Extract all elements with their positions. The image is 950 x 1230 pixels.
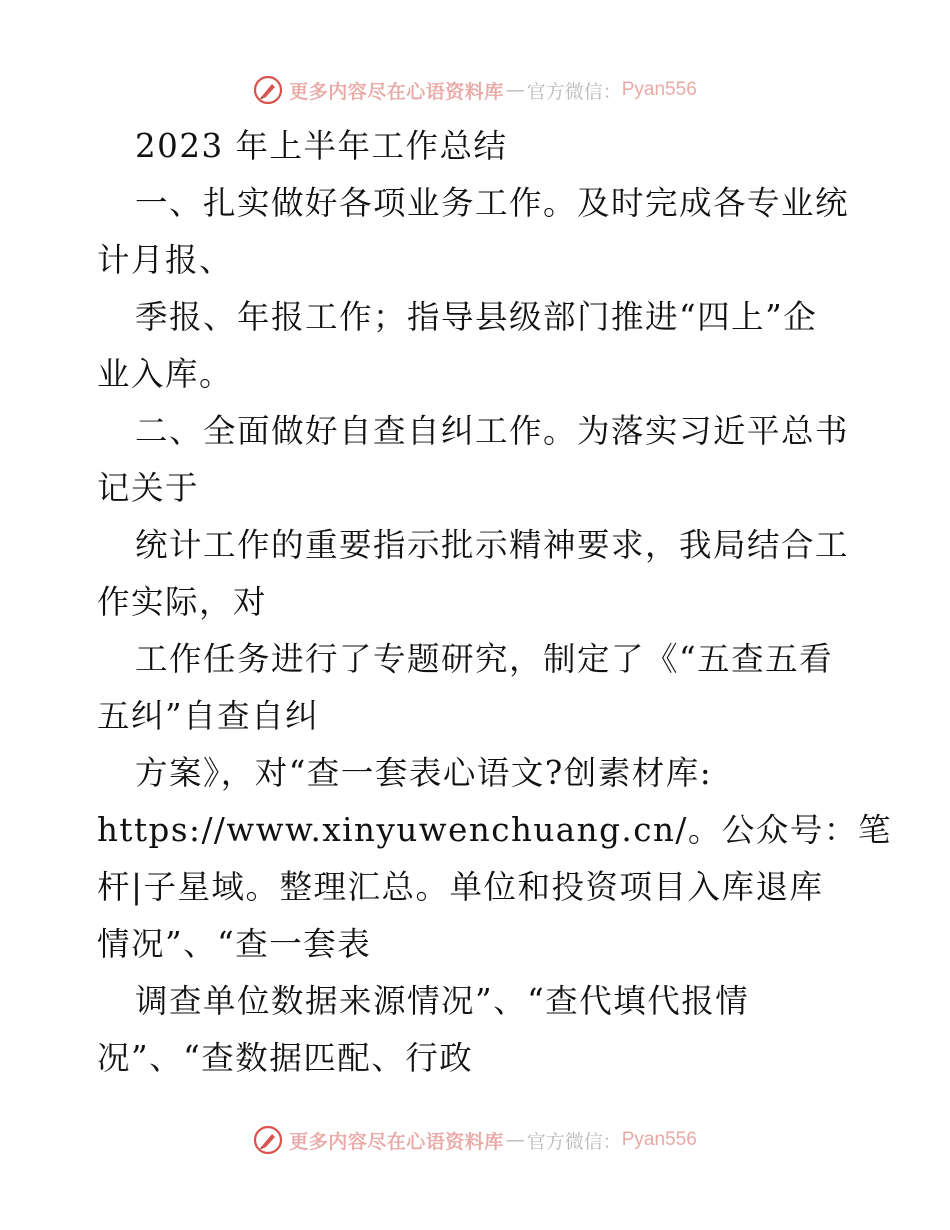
footer-watermark-banner [0, 1120, 950, 1160]
paragraph-line: 方案》，对“查一套表心语文?创素材库: [135, 754, 713, 792]
paragraph-line: 情况”、“查一套表 [97, 925, 372, 963]
banner-dash: — [505, 79, 525, 101]
banner-brand-text: 更多内容尽在心语资料库 [289, 1130, 504, 1153]
paragraph-line: https://www.xinyuwenchuang.cn/。公众号：笔 [97, 811, 892, 849]
document-body [97, 118, 892, 1087]
pen-nib-logo-icon [253, 75, 283, 105]
header-watermark-banner [0, 70, 950, 110]
paragraph-line: 计月报、 [97, 241, 234, 279]
banner-wechat-handle: Pyan556 [621, 79, 697, 100]
paragraph-line: 一、扎实做好各项业务工作。及时完成各专业统 [135, 184, 850, 222]
document-title: 2023 年上半年工作总结 [135, 127, 508, 165]
banner-wechat-label: 官方微信： [526, 80, 622, 103]
paragraph-line: 五纠”自查自纠 [97, 697, 320, 735]
paragraph-line: 季报、年报工作；指导县级部门推进“四上”企 [135, 298, 818, 336]
paragraph-line: 工作任务进行了专题研究，制定了《“五查五看 [135, 640, 834, 678]
paragraph-line: 记关于 [97, 469, 200, 507]
paragraph-line: 二、全面做好自查自纠工作。为落实习近平总书 [135, 412, 850, 450]
paragraph-line: 调查单位数据来源情况”、“查代填代报情 [135, 982, 750, 1020]
banner-brand-text: 更多内容尽在心语资料库 [289, 80, 504, 103]
banner-wechat-label: 官方微信： [526, 1130, 622, 1153]
pen-nib-logo-icon [253, 1125, 283, 1155]
paragraph-line: 杆|子星域。整理汇总。单位和投资项目入库退库 [97, 868, 824, 906]
paragraph-line: 作实际，对 [97, 583, 268, 621]
paragraph-line: 业入库。 [97, 355, 234, 393]
banner-wechat-handle: Pyan556 [621, 1129, 697, 1150]
paragraph-line: 统计工作的重要指示批示精神要求，我局结合工 [135, 526, 850, 564]
banner-dash: — [505, 1129, 525, 1151]
paragraph-line: 况”、“查数据匹配、行政 [97, 1039, 474, 1077]
